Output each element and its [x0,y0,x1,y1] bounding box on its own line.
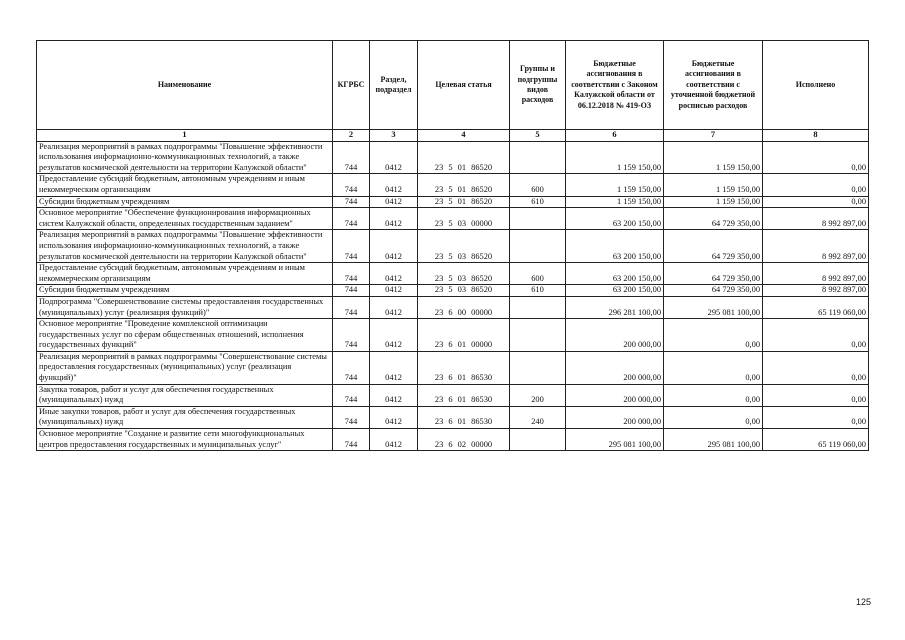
row-law-allocation: 63 200 150,00 [566,285,664,297]
row-revised-allocation: 64 729 350,00 [664,263,763,285]
row-executed: 0,00 [763,141,869,174]
row-target-article: 23 5 03 86520 [418,285,510,297]
row-executed: 8 992 897,00 [763,263,869,285]
table-row [37,230,869,263]
row-section: 0412 [370,196,418,208]
row-kgrbs: 744 [333,351,370,384]
row-target-article: 23 6 01 86530 [418,406,510,428]
row-section: 0412 [370,319,418,352]
row-revised-allocation: 1 159 150,00 [664,196,763,208]
header-revised-allocations: Бюджетные ассигнования в соответствии с уточненной бюджетной росписью расходов [664,41,763,130]
row-name: Субсидии бюджетным учреждениям [37,196,333,208]
row-target-article: 23 6 01 00000 [418,319,510,352]
row-target-article: 23 5 03 86520 [418,263,510,285]
row-law-allocation: 200 000,00 [566,406,664,428]
header-expense-groups: Группы и подгруппы видов расходов [510,41,566,130]
row-revised-allocation: 1 159 150,00 [664,174,763,196]
row-target-article: 23 5 03 86520 [418,230,510,263]
row-kgrbs: 744 [333,263,370,285]
row-target-article: 23 5 01 86520 [418,196,510,208]
table-row [37,141,869,174]
row-name: Подпрограмма "Совершенствование системы предоставления государственных (муниципальных) услуг (реализация функций)" [37,296,333,318]
table-row [37,285,869,297]
row-name: Основное мероприятие "Проведение комплексной оптимизации государственных услуг по сферам общественных отношений, исполнения государственных функций" [37,319,333,352]
row-target-article: 23 5 03 00000 [418,208,510,230]
row-expense-group: 200 [510,384,566,406]
row-expense-group [510,351,566,384]
row-kgrbs: 744 [333,296,370,318]
table-row [37,263,869,285]
row-expense-group [510,296,566,318]
header-law-allocations: Бюджетные ассигнования в соответствии с Законом Калужской области от 06.12.2018 № 419-ОЗ [566,41,664,130]
row-name: Предоставление субсидий бюджетным, автономным учреждениям и иным некоммерческим организациям [37,174,333,196]
row-kgrbs: 744 [333,208,370,230]
row-target-article: 23 5 01 86520 [418,174,510,196]
row-law-allocation: 200 000,00 [566,319,664,352]
table-row [37,296,869,318]
row-kgrbs: 744 [333,319,370,352]
row-law-allocation: 1 159 150,00 [566,174,664,196]
column-number: 7 [664,130,763,142]
row-expense-group [510,429,566,451]
row-target-article: 23 6 01 86530 [418,384,510,406]
column-number: 1 [37,130,333,142]
row-revised-allocation: 295 081 100,00 [664,429,763,451]
row-executed: 65 119 060,00 [763,296,869,318]
row-law-allocation: 1 159 150,00 [566,141,664,174]
table-row [37,384,869,406]
header-executed: Исполнено [763,41,869,130]
row-section: 0412 [370,263,418,285]
row-target-article: 23 6 00 00000 [418,296,510,318]
row-kgrbs: 744 [333,230,370,263]
row-kgrbs: 744 [333,174,370,196]
row-revised-allocation: 0,00 [664,406,763,428]
row-kgrbs: 744 [333,285,370,297]
row-executed: 0,00 [763,384,869,406]
row-law-allocation: 63 200 150,00 [566,263,664,285]
row-kgrbs: 744 [333,196,370,208]
header-row [37,41,869,130]
header-name: Наименование [37,41,333,130]
row-section: 0412 [370,429,418,451]
header-kgrbs: КГРБС [333,41,370,130]
row-name: Субсидии бюджетным учреждениям [37,285,333,297]
column-number: 6 [566,130,664,142]
row-expense-group [510,230,566,263]
row-law-allocation: 200 000,00 [566,351,664,384]
row-kgrbs: 744 [333,406,370,428]
row-section: 0412 [370,384,418,406]
row-revised-allocation: 0,00 [664,319,763,352]
row-executed: 8 992 897,00 [763,285,869,297]
row-executed: 8 992 897,00 [763,230,869,263]
table-row [37,406,869,428]
table-row [37,208,869,230]
row-revised-allocation: 0,00 [664,351,763,384]
row-revised-allocation: 64 729 350,00 [664,208,763,230]
page-number: 125 [856,597,872,607]
row-expense-group: 240 [510,406,566,428]
column-number: 2 [333,130,370,142]
table-row [37,196,869,208]
row-law-allocation: 295 081 100,00 [566,429,664,451]
row-target-article: 23 6 02 00000 [418,429,510,451]
row-expense-group: 610 [510,285,566,297]
row-section: 0412 [370,296,418,318]
row-section: 0412 [370,406,418,428]
row-section: 0412 [370,351,418,384]
header-section: Раздел, подраздел [370,41,418,130]
row-target-article: 23 6 01 86530 [418,351,510,384]
row-name: Основное мероприятие "Обеспечение функционирования информационных систем Калужской области, определенных государственным заданием" [37,208,333,230]
row-revised-allocation: 1 159 150,00 [664,141,763,174]
header-target-article: Целевая статья [418,41,510,130]
row-revised-allocation: 295 081 100,00 [664,296,763,318]
row-executed: 0,00 [763,319,869,352]
row-revised-allocation: 64 729 350,00 [664,285,763,297]
row-revised-allocation: 64 729 350,00 [664,230,763,263]
row-executed: 65 119 060,00 [763,429,869,451]
row-kgrbs: 744 [333,429,370,451]
table-row [37,174,869,196]
table-row [37,351,869,384]
row-kgrbs: 744 [333,384,370,406]
column-number: 5 [510,130,566,142]
column-number-row [37,130,869,142]
row-name: Реализация мероприятий в рамках подпрограммы "Совершенствование системы предоставления государственных (муниципальных) услуг (реализация функций)" [37,351,333,384]
row-executed: 0,00 [763,196,869,208]
row-law-allocation: 63 200 150,00 [566,208,664,230]
row-name: Реализация мероприятий в рамках подпрограммы "Повышение эффективности использования информационно-коммуникационных технологий, а также результатов космической деятельности на территории Калужской области" [37,141,333,174]
row-expense-group: 600 [510,263,566,285]
row-kgrbs: 744 [333,141,370,174]
row-executed: 0,00 [763,351,869,384]
row-name: Основное мероприятие "Создание и развитие сети многофункциональных центров предоставления государственных и муниципальных услуг" [37,429,333,451]
row-section: 0412 [370,208,418,230]
row-expense-group [510,208,566,230]
row-expense-group: 600 [510,174,566,196]
row-revised-allocation: 0,00 [664,384,763,406]
row-target-article: 23 5 01 86520 [418,141,510,174]
row-expense-group [510,319,566,352]
row-executed: 0,00 [763,406,869,428]
row-name: Закупка товаров, работ и услуг для обеспечения государственных (муниципальных) нужд [37,384,333,406]
budget-table [36,40,869,451]
row-section: 0412 [370,174,418,196]
row-name: Реализация мероприятий в рамках подпрограммы "Повышение эффективности использования информационно-коммуникационных технологий, а также результатов космической деятельности на территории Калужской области" [37,230,333,263]
table-row [37,319,869,352]
row-executed: 0,00 [763,174,869,196]
column-number: 8 [763,130,869,142]
row-law-allocation: 63 200 150,00 [566,230,664,263]
table-row [37,429,869,451]
row-expense-group [510,141,566,174]
row-name: Иные закупки товаров, работ и услуг для обеспечения государственных (муниципальных) нужд [37,406,333,428]
row-section: 0412 [370,230,418,263]
row-name: Предоставление субсидий бюджетным, автономным учреждениям и иным некоммерческим организациям [37,263,333,285]
row-section: 0412 [370,141,418,174]
row-expense-group: 610 [510,196,566,208]
row-law-allocation: 1 159 150,00 [566,196,664,208]
row-law-allocation: 200 000,00 [566,384,664,406]
table-body [37,141,869,451]
column-number: 3 [370,130,418,142]
column-number: 4 [418,130,510,142]
row-executed: 8 992 897,00 [763,208,869,230]
row-section: 0412 [370,285,418,297]
row-law-allocation: 296 281 100,00 [566,296,664,318]
